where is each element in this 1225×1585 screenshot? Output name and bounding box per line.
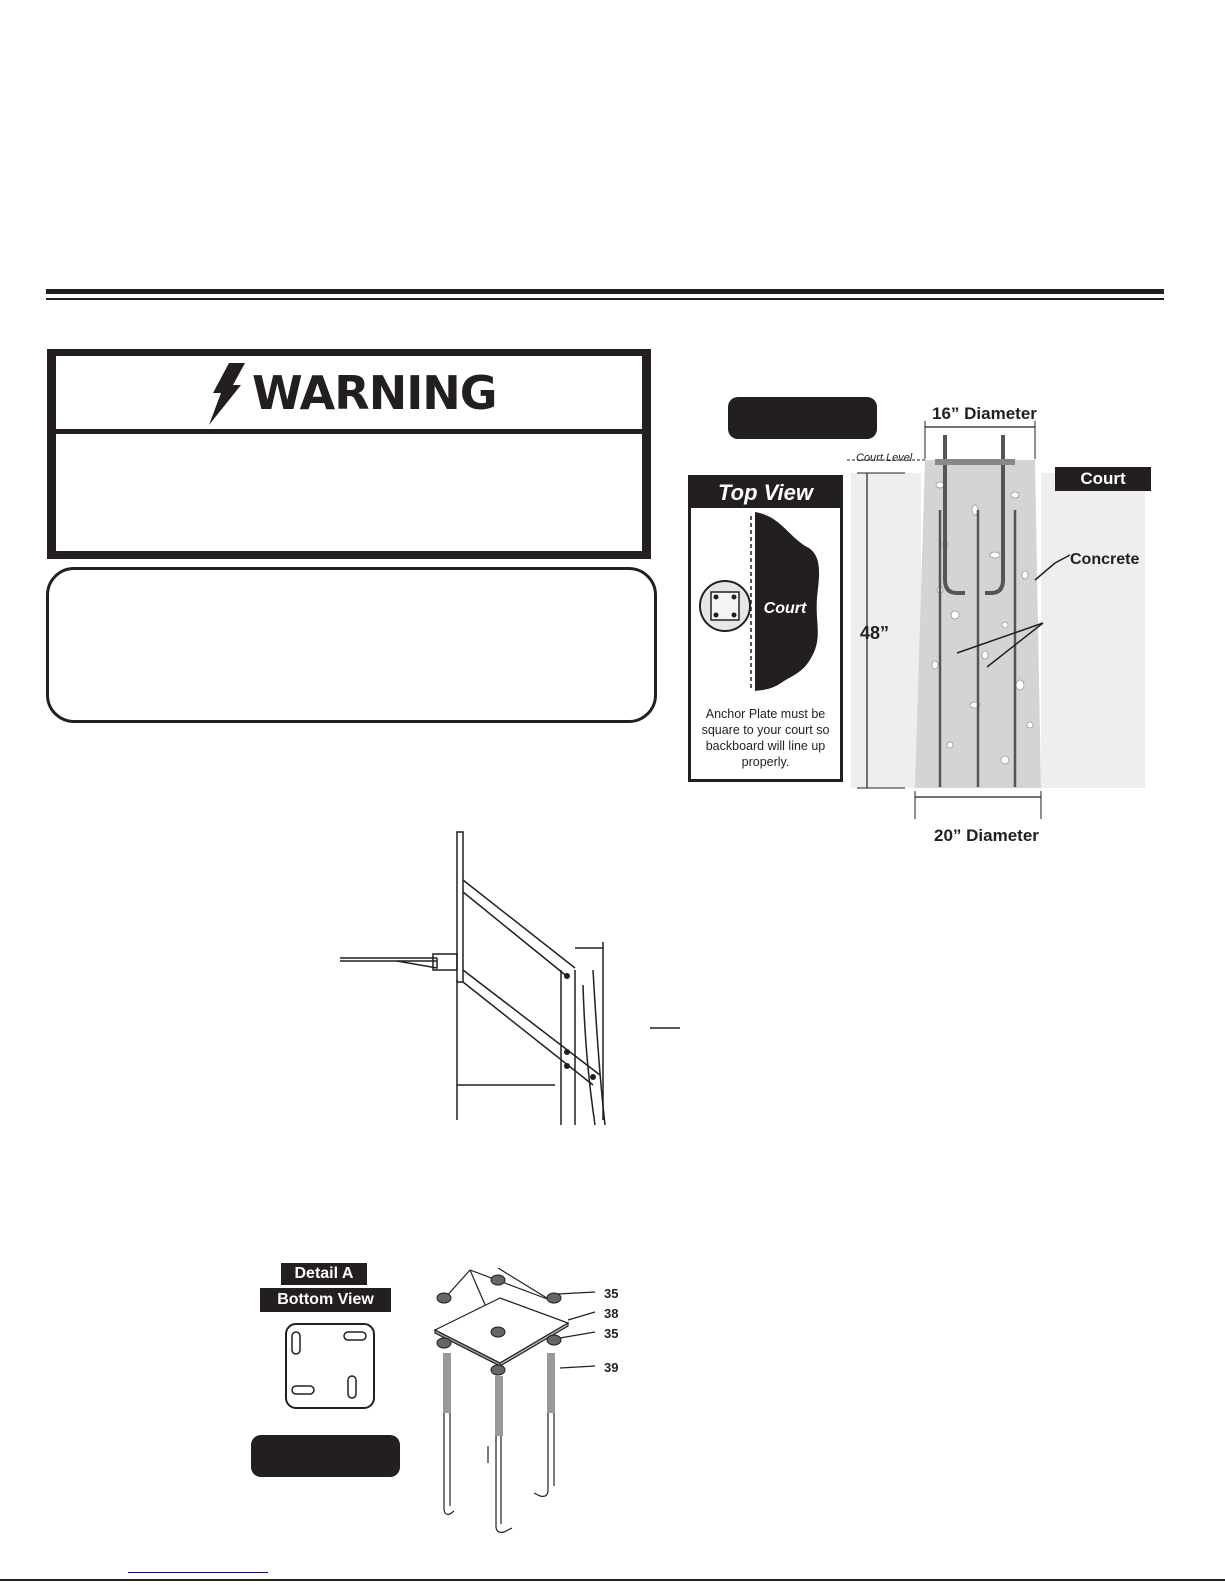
part-number-38: 38 — [604, 1306, 619, 1321]
footer-rule — [0, 1579, 1225, 1581]
part-number-39: 39 — [604, 1360, 619, 1375]
top-diameter-label: 16” Diameter — [932, 404, 1037, 423]
warning-body-panel — [56, 434, 642, 551]
footer-link-underline[interactable] — [128, 1572, 268, 1573]
top-view-note: Anchor Plate must be square to your court so backboard will line up properly. — [701, 707, 830, 769]
part-number-35b: 35 — [604, 1326, 619, 1341]
header-rule-thin — [46, 298, 1164, 300]
part-number-35a: 35 — [604, 1286, 619, 1301]
court-tag: Court — [1055, 467, 1151, 491]
figure-label-pill — [251, 1435, 400, 1477]
top-view-drawing — [691, 508, 840, 703]
anchor-plate-bottom-view — [280, 1318, 380, 1414]
bottom-diameter-label: 20” Diameter — [934, 826, 1039, 845]
depth-label: 48” — [860, 623, 890, 643]
anchor-plate-exploded-view — [430, 1268, 630, 1538]
top-view-title: Top View — [691, 478, 840, 508]
hoop-side-elevation — [335, 830, 685, 1130]
warning-title: WARNING — [252, 366, 497, 420]
concrete-label: Concrete — [1070, 551, 1140, 568]
lightning-bolt-icon — [205, 363, 247, 425]
caution-box — [46, 567, 657, 723]
detail-subtitle: Bottom View — [260, 1288, 391, 1312]
header-rule-thick — [46, 289, 1164, 294]
court-level-label: Court Level — [856, 452, 913, 464]
detail-title: Detail A — [281, 1263, 367, 1285]
top-view-court-label: Court — [763, 600, 807, 617]
